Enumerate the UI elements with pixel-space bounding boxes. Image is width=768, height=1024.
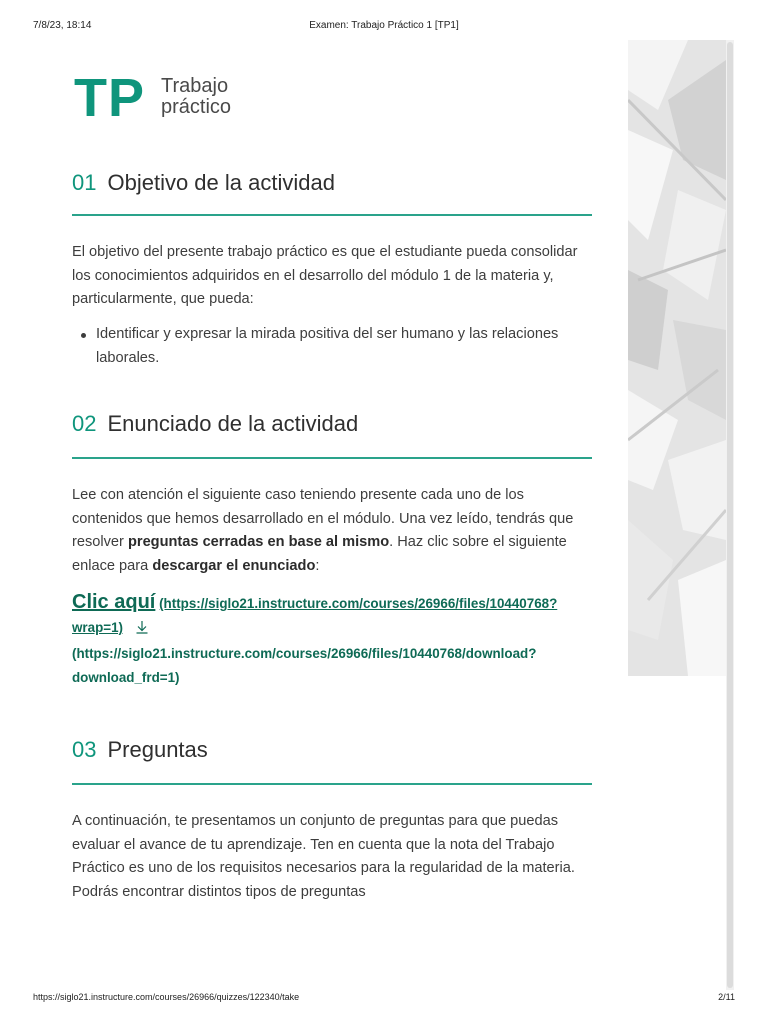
page-counter: 2/11 (718, 992, 735, 1002)
print-header (33, 20, 735, 34)
section-heading-enunciado (72, 409, 592, 439)
download-link-block (72, 590, 592, 690)
tp-logo-words (161, 76, 281, 118)
print-title: Examen: Trabajo Práctico 1 [TP1] (309, 20, 459, 31)
section-number: 01 (72, 170, 97, 195)
section-title: Enunciado de la actividad (107, 411, 359, 436)
file-view-link[interactable]: (https://siglo21.instructure.com/courses/26966/files/10440768?wrap=1) (72, 596, 558, 635)
section-divider (72, 214, 592, 216)
section-divider (72, 783, 592, 785)
list-item: Identificar y expresar la mirada positiva del ser humano y las relaciones laborales. (72, 323, 592, 370)
print-footer-url: https://siglo21.instructure.com/courses/26966/quizzes/122340/take (33, 992, 300, 1002)
print-footer (33, 992, 735, 1006)
enunciado-bold-1: preguntas cerradas en base al mismo (127, 534, 390, 551)
decorative-side-image (628, 40, 726, 676)
enunciado-text-c: : (315, 558, 320, 575)
file-download-link[interactable]: (https://siglo21.instructure.com/courses/26966/files/10440768/download?download_frd=1) (72, 646, 537, 685)
section-title: Objetivo de la actividad (107, 170, 335, 195)
section-title: Preguntas (107, 737, 208, 762)
scrollbar-thumb[interactable] (727, 42, 733, 988)
preguntas-paragraph: A continuación, te presentamos un conjunto de preguntas para que puedas evaluar el avance de tu aprendizaje. Ten en cuenta que la nota del Trabajo Práctico es uno de los requisitos necesarios para la regularidad de la materia. Podrás encontrar distintos tipos de preguntas (72, 813, 575, 901)
section-number: 03 (72, 737, 97, 762)
page-scrollbar[interactable] (726, 40, 734, 990)
enunciado-paragraph (72, 484, 587, 579)
section-heading-preguntas (72, 735, 592, 765)
enunciado-bold-2: descargar el enunciado (152, 558, 316, 575)
download-icon[interactable] (135, 618, 149, 642)
objetivo-bullet-list (72, 323, 592, 370)
section-heading-objetivo (72, 168, 592, 198)
enunciado-text-b: . Haz clic sobre el siguiente enlace para (72, 534, 567, 575)
tp-logo-word-2: práctico (161, 96, 232, 118)
print-date: 7/8/23, 18:14 (33, 20, 92, 31)
tp-logo-word-1: Trabajo (161, 75, 229, 97)
tp-logo-letters: TP (74, 68, 146, 128)
enunciado-text-a: Lee con atención el siguiente caso teniendo presente cada uno de los contenidos que hemos desarrollado en el módulo. Una vez leído, tendrás que resolver (72, 487, 574, 551)
section-number: 02 (72, 411, 97, 436)
objetivo-paragraph: El objetivo del presente trabajo práctico es que el estudiante pueda consolidar los conocimientos adquiridos en el desarrollo del módulo 1 de la materia y, particularmente, que pueda: (72, 244, 578, 308)
clic-aqui-link[interactable]: Clic aquí (72, 591, 156, 613)
section-divider (72, 457, 592, 459)
